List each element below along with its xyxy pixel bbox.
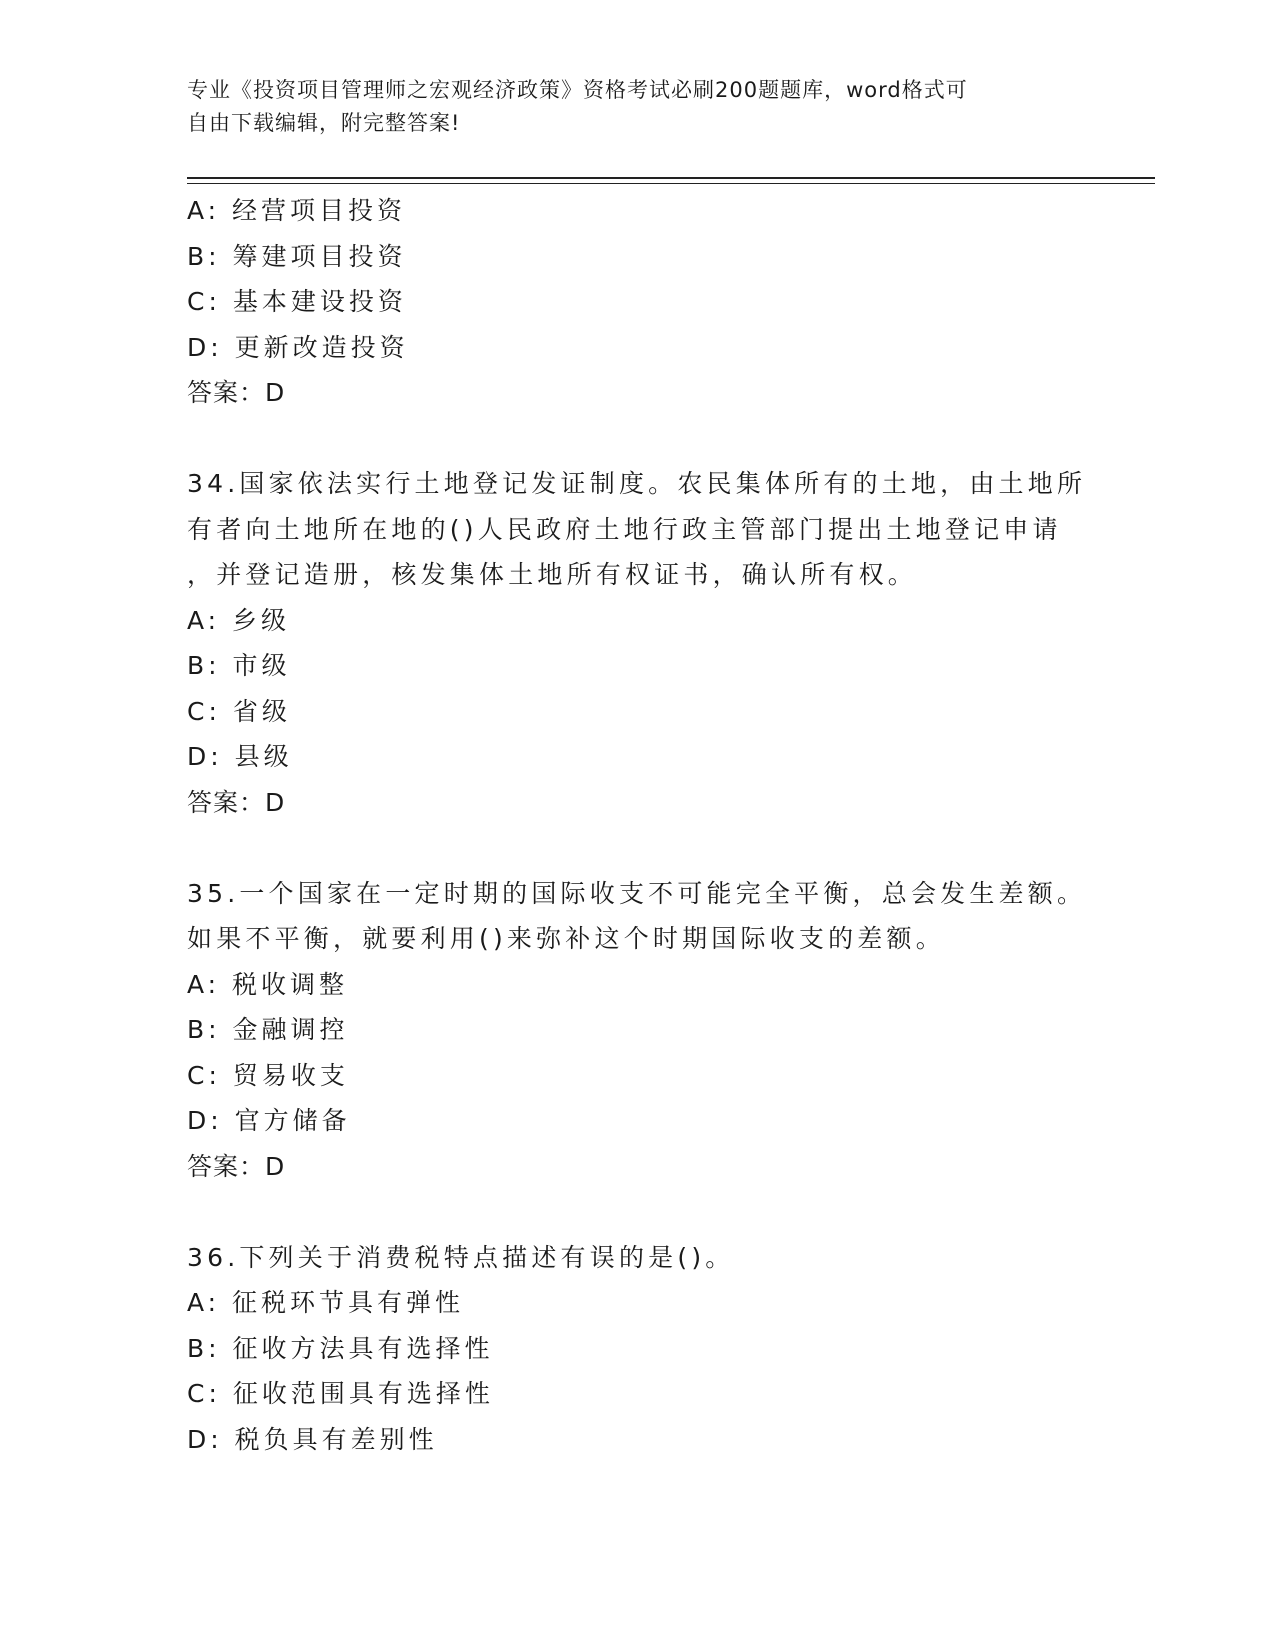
option-b: B: 金融调控 (187, 1015, 349, 1044)
header-line-2: 自由下载编辑，附完整答案! (187, 111, 461, 135)
answer: 答案：D (187, 787, 286, 817)
question-list (187, 188, 1087, 1462)
question-34 (187, 461, 1087, 825)
option-c: C: 基本建设投资 (187, 287, 407, 316)
header-divider-thin (187, 183, 1155, 184)
option-a: A: 乡级 (187, 605, 291, 635)
question-text-line: 36.下列关于消费税特点描述有误的是()。 (187, 1242, 735, 1272)
question-33 (187, 188, 1087, 416)
option-d: D: 官方储备 (187, 1106, 351, 1135)
question-text-line: ，并登记造册，核发集体土地所有权证书，确认所有权。 (187, 560, 918, 589)
question-text-line: 34.国家依法实行土地登记发证制度。农民集体所有的土地，由土地所 (187, 469, 1087, 498)
question-text-line: 有者向土地所在地的()人民政府土地行政主管部门提出土地登记申请 (187, 514, 1062, 544)
option-b: B: 征收方法具有选择性 (187, 1333, 494, 1363)
option-d: D: 税负具有差别性 (187, 1424, 438, 1454)
spacer (187, 1189, 1087, 1235)
option-c: C: 贸易收支 (187, 1060, 349, 1090)
option-d: D: 县级 (187, 742, 293, 771)
document-header (187, 74, 1067, 140)
option-c: C: 省级 (187, 696, 291, 726)
answer: 答案：D (187, 1151, 286, 1181)
header-line-1: 专业《投资项目管理师之宏观经济政策》资格考试必刷200题题库，word格式可 (187, 78, 968, 102)
question-text-line: 如果不平衡，就要利用()来弥补这个时期国际收支的差额。 (187, 924, 945, 953)
header-divider-thick (187, 177, 1155, 179)
question-text-line: 35.一个国家在一定时期的国际收支不可能完全平衡，总会发生差额。 (187, 878, 1087, 908)
option-b: B: 筹建项目投资 (187, 241, 407, 271)
option-b: B: 市级 (187, 651, 291, 680)
spacer (187, 825, 1087, 871)
answer: 答案：D (187, 378, 286, 407)
question-35 (187, 871, 1087, 1190)
spacer (187, 416, 1087, 462)
option-a: A: 税收调整 (187, 969, 349, 999)
question-36 (187, 1235, 1087, 1463)
option-c: C: 征收范围具有选择性 (187, 1379, 494, 1408)
option-a: A: 征税环节具有弹性 (187, 1288, 465, 1317)
option-a: A: 经营项目投资 (187, 196, 407, 225)
option-d: D: 更新改造投资 (187, 332, 409, 362)
